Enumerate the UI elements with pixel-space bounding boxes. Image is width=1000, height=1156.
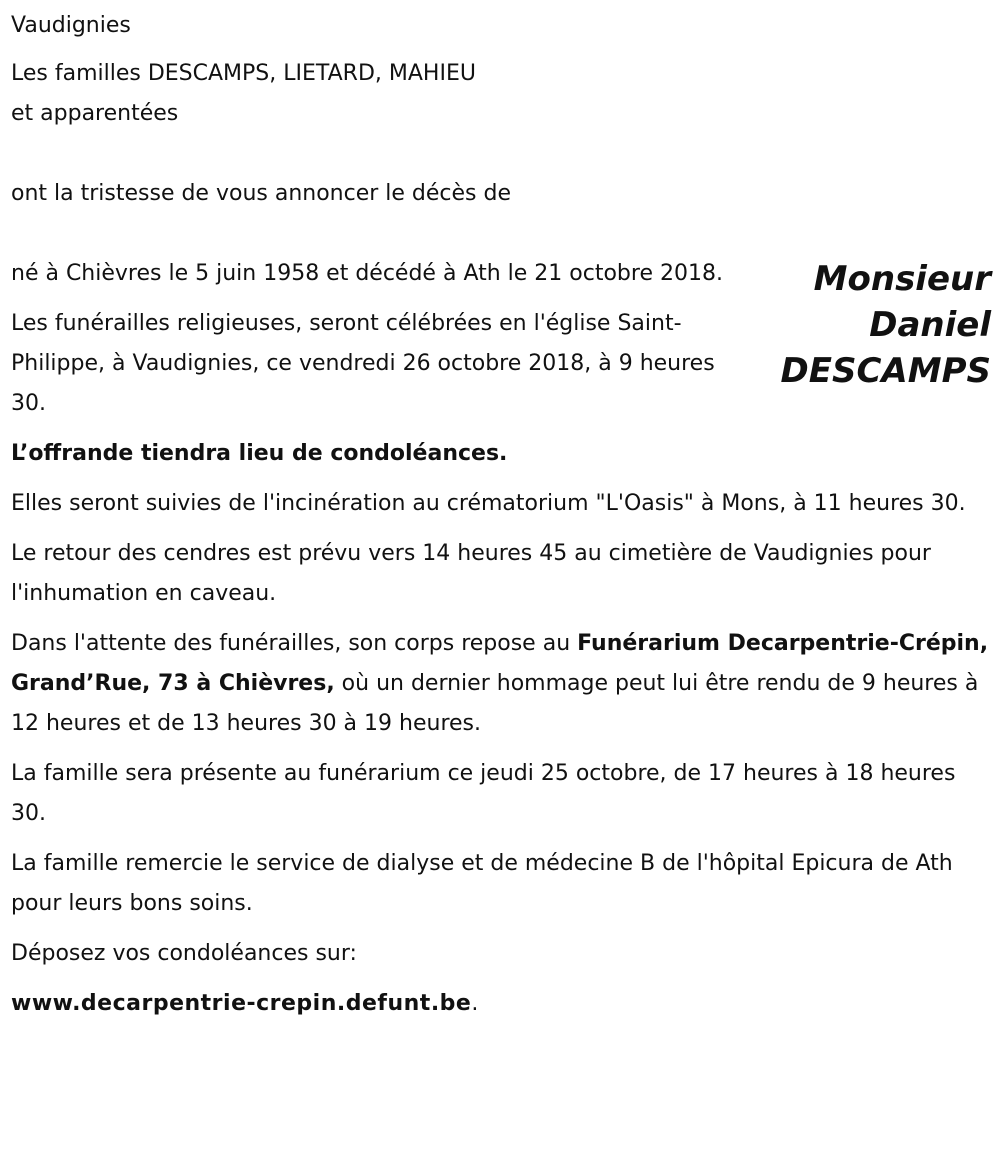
- village-name: Vaudignies: [11, 13, 131, 38]
- deceased-last-name: DESCAMPS: [780, 351, 991, 391]
- website-link[interactable]: www.decarpentrie-crepin.defunt.be: [11, 991, 472, 1016]
- spacer: [11, 134, 991, 174]
- rest-paragraph: [11, 624, 991, 744]
- website-paragraph: [11, 984, 991, 1024]
- deceased-name: [761, 254, 991, 394]
- website-suffix: .: [471, 991, 479, 1016]
- condolences-label: Déposez vos condoléances sur:: [11, 941, 357, 966]
- offering-paragraph: L’offrande tiendra lieu de condoléances.: [11, 441, 508, 466]
- families-line-1: Les familles DESCAMPS, LIETARD, MAHIEU: [11, 61, 476, 86]
- spacer: [11, 214, 991, 254]
- family-presence-paragraph: La famille sera présente au funérarium ce jeudi 25 octobre, de 17 heures à 18 heures 30.: [11, 761, 956, 826]
- deceased-first-name: Daniel: [869, 305, 991, 345]
- rest-outro: où un dernier hommage peut lui être rendu de 9 heures à 12 heures et de 13 heures 30 à 19 heures.: [11, 671, 979, 736]
- birth-death-paragraph: né à Chièvres le 5 juin 1958 et décédé à Ath le 21 octobre 2018.: [11, 261, 723, 286]
- rest-intro: Dans l'attente des funérailles, son corps repose au: [11, 631, 578, 656]
- thanks-paragraph: La famille remercie le service de dialyse et de médecine B de l'hôpital Epicura de Ath pour leurs bons soins.: [11, 851, 953, 916]
- announcement-text: ont la tristesse de vous annoncer le décès de: [11, 181, 512, 206]
- families-line-2: et apparentées: [11, 101, 179, 126]
- deceased-title: Monsieur: [813, 259, 991, 299]
- funeral-paragraph: Les funérailles religieuses, seront célébrées en l'église Saint-Philippe, à Vaudignies, ce vendredi 26 octobre 2018, à 9 heures 30.: [11, 311, 715, 416]
- ashes-paragraph: Le retour des cendres est prévu vers 14 heures 45 au cimetière de Vaudignies pour l'inhumation en caveau.: [11, 541, 931, 606]
- cremation-paragraph: Elles seront suivies de l'incinération au crématorium "L'Oasis" à Mons, à 11 heures 30.: [11, 491, 966, 516]
- obituary-document: [11, 6, 991, 1034]
- funerarium-address: Funérarium Decarpentrie-Crépin, Grand’Rue, 73 à Chièvres,: [11, 631, 989, 696]
